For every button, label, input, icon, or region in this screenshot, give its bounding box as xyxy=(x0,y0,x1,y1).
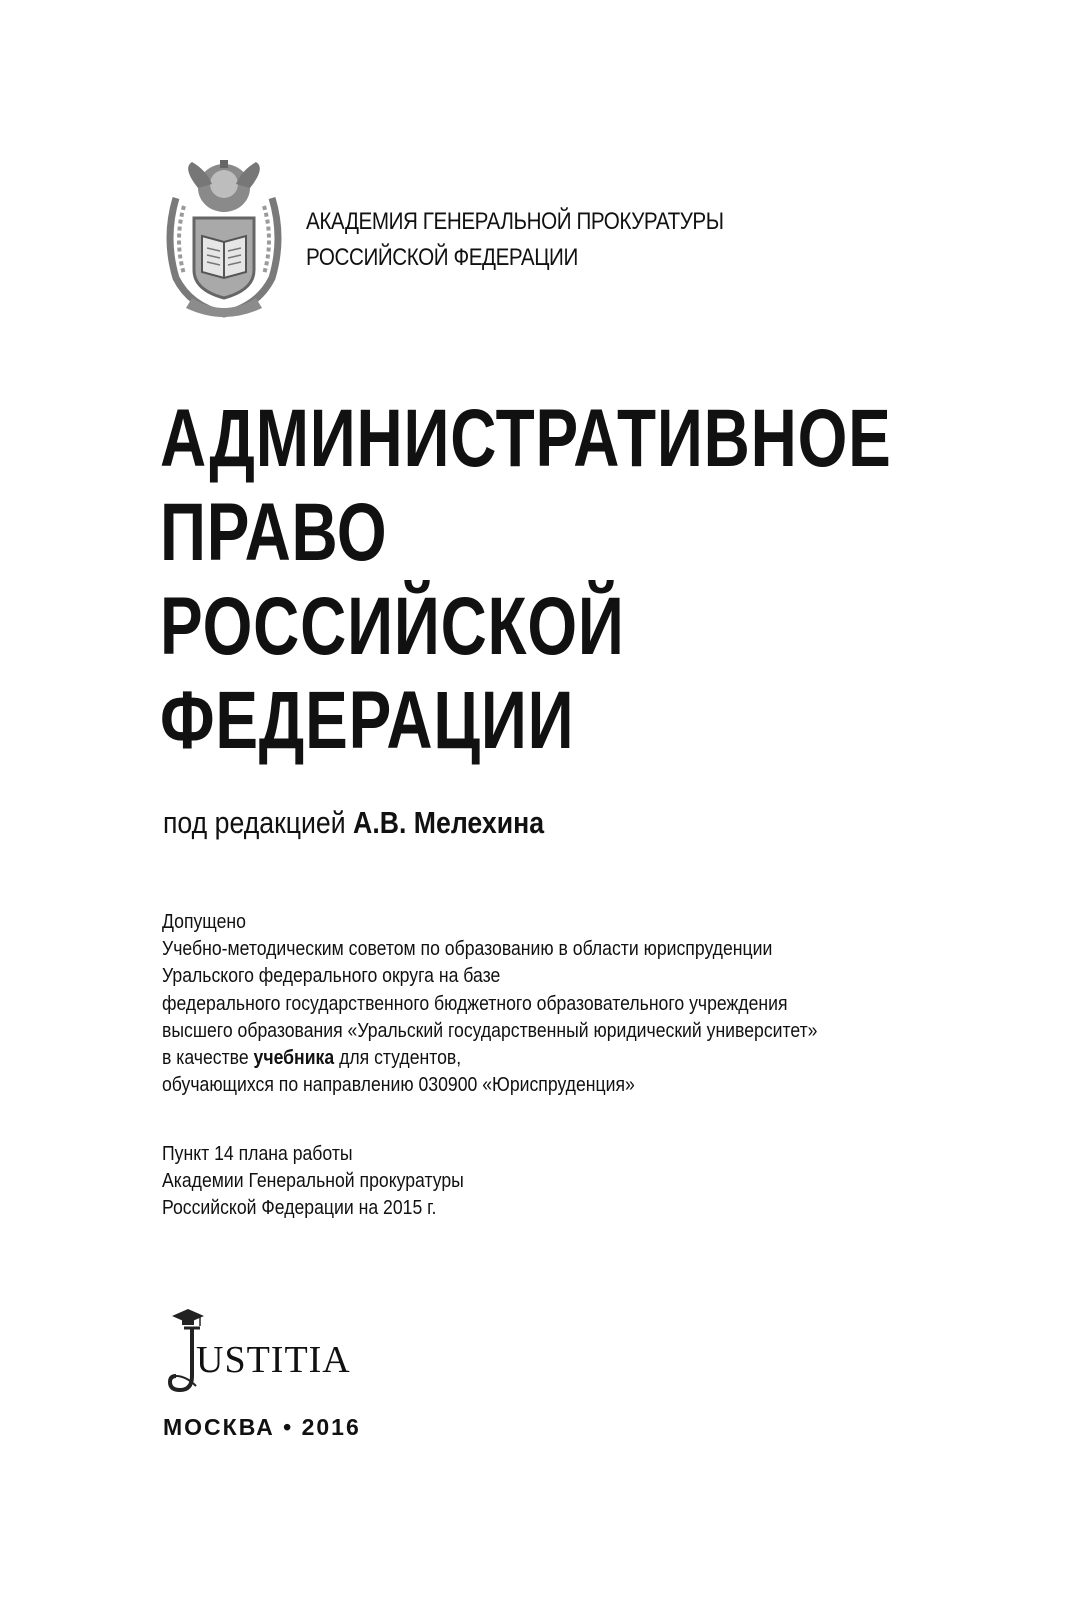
approval-line: Учебно-методическим советом по образованию в области юриспруденции xyxy=(162,937,773,961)
publisher-logo xyxy=(166,1306,366,1396)
approval-line: федерального государственного бюджетного образовательного учреждения xyxy=(162,991,788,1015)
imprint-city-year: МОСКВА • 2016 xyxy=(163,1414,361,1440)
approval-line: Уральского федерального округа на базе xyxy=(162,964,501,988)
editor-credit xyxy=(163,803,544,843)
book-title xyxy=(160,392,892,768)
editor-prefix: под редакцией xyxy=(163,805,346,840)
book-title-line: ПРАВО xyxy=(160,487,388,578)
approval-text xyxy=(162,908,817,1098)
approval-text-part: для студентов, xyxy=(339,1046,462,1070)
plan-line: Академии Генеральной прокуратуры xyxy=(162,1169,464,1193)
approval-line xyxy=(162,1044,817,1071)
approval-line: обучающихся по направлению 030900 «Юриспруденция» xyxy=(162,1073,635,1097)
book-title-line: ФЕДЕРАЦИИ xyxy=(160,675,575,766)
book-title-line: АДМИНИСТРАТИВНОЕ xyxy=(160,393,892,484)
publisher-name: USTITIA xyxy=(196,1339,351,1381)
plan-note xyxy=(162,1140,464,1222)
organization-line: РОССИЙСКОЙ ФЕДЕРАЦИИ xyxy=(306,244,578,271)
editor-name: А.В. Мелехина xyxy=(353,805,545,840)
organization-line: АКАДЕМИЯ ГЕНЕРАЛЬНОЙ ПРОКУРАТУРЫ xyxy=(306,208,724,235)
academy-emblem-icon xyxy=(162,158,287,318)
organization-name xyxy=(306,204,724,276)
approval-line: высшего образования «Уральский государственный юридический университет» xyxy=(162,1018,818,1042)
approval-line: Допущено xyxy=(162,910,246,933)
book-title-line: РОССИЙСКОЙ xyxy=(160,581,625,672)
approval-emphasis: учебника xyxy=(253,1046,335,1070)
plan-line: Пункт 14 плана работы xyxy=(162,1142,353,1165)
plan-line: Российской Федерации на 2015 г. xyxy=(162,1196,437,1220)
approval-text-part: в качестве xyxy=(162,1046,249,1070)
